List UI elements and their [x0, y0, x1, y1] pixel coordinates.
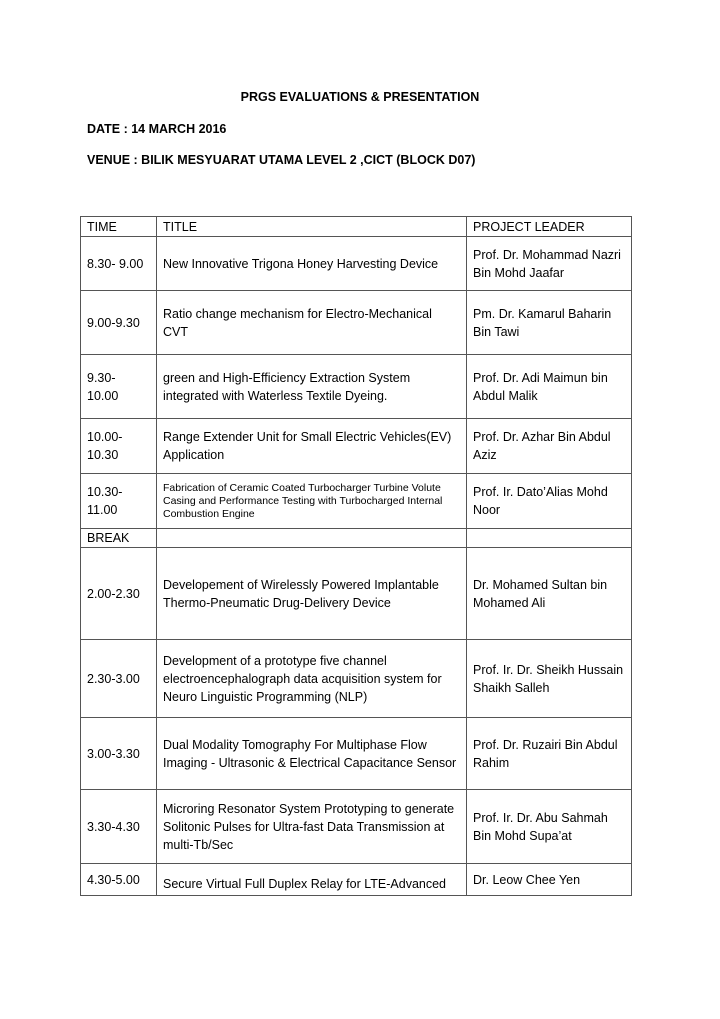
table-row — [81, 864, 632, 896]
row-time: 10.30- 11.00 — [81, 474, 157, 529]
row-title: Development of a prototype five channel electroencephalograph data acquisition system for Neuro Linguistic Programming (NLP) — [157, 640, 467, 718]
row-title-text: Fabrication of Ceramic Coated Turbocharger Turbine Volute Casing and Performance Testing with Turbocharged Internal Combustion Engine — [163, 481, 443, 520]
row-leader — [467, 529, 632, 548]
table-row — [81, 291, 632, 355]
row-time: 3.00-3.30 — [81, 718, 157, 790]
row-leader: Dr. Mohamed Sultan bin Mohamed Ali — [467, 548, 632, 640]
row-leader: Dr. Leow Chee Yen — [467, 864, 632, 896]
event-date: DATE : 14 MARCH 2016 — [87, 122, 227, 136]
table-header-row — [81, 217, 632, 237]
row-time: 10.00- 10.30 — [81, 419, 157, 474]
row-title: Ratio change mechanism for Electro-Mechanical CVT — [157, 291, 467, 355]
row-time: 9.00-9.30 — [81, 291, 157, 355]
table-row — [81, 718, 632, 790]
row-leader: Prof. Dr. Azhar Bin Abdul Aziz — [467, 419, 632, 474]
row-title: Developement of Wirelessly Powered Implantable Thermo-Pneumatic Drug-Delivery Device — [157, 548, 467, 640]
event-venue: VENUE : BILIK MESYUARAT UTAMA LEVEL 2 ,CICT (BLOCK D07) — [87, 153, 476, 167]
column-header-title: TITLE — [157, 217, 467, 237]
row-leader: Prof. Ir. Dr. Sheikh Hussain Shaikh Salleh — [467, 640, 632, 718]
row-time: 2.30-3.00 — [81, 640, 157, 718]
row-leader: Prof. Dr. Mohammad Nazri Bin Mohd Jaafar — [467, 237, 632, 291]
row-leader: Prof. Dr. Adi Maimun bin Abdul Malik — [467, 355, 632, 419]
row-leader: Prof. Ir. Dr. Abu Sahmah Bin Mohd Supa’at — [467, 790, 632, 864]
column-header-project-leader: PROJECT LEADER — [467, 217, 632, 237]
schedule-table — [80, 216, 632, 896]
table-row — [81, 419, 632, 474]
table-row — [81, 474, 632, 529]
table-row — [81, 355, 632, 419]
page-title: PRGS EVALUATIONS & PRESENTATION — [240, 90, 480, 104]
row-title: Range Extender Unit for Small Electric Vehicles(EV) Application — [157, 419, 467, 474]
table-row — [81, 640, 632, 718]
row-time: 2.00-2.30 — [81, 548, 157, 640]
row-time: 8.30- 9.00 — [81, 237, 157, 291]
row-title — [157, 529, 467, 548]
row-leader: Prof. Ir. Dato’Alias Mohd Noor — [467, 474, 632, 529]
column-header-time: TIME — [81, 217, 157, 237]
row-title: New Innovative Trigona Honey Harvesting Device — [157, 237, 467, 291]
row-time: BREAK — [81, 529, 157, 548]
row-title: Dual Modality Tomography For Multiphase Flow Imaging - Ultrasonic & Electrical Capacitance Sensor — [157, 718, 467, 790]
row-time: 4.30-5.00 — [81, 864, 157, 896]
row-title: Microring Resonator System Prototyping to generate Solitonic Pulses for Ultra-fast Data Transmission at multi-Tb/Sec — [157, 790, 467, 864]
table-row — [81, 790, 632, 864]
table-row — [81, 548, 632, 640]
row-leader: Pm. Dr. Kamarul Baharin Bin Tawi — [467, 291, 632, 355]
row-title: green and High-Efficiency Extraction System integrated with Waterless Textile Dyeing. — [157, 355, 467, 419]
row-time: 9.30- 10.00 — [81, 355, 157, 419]
break-row — [81, 529, 632, 548]
row-title — [157, 474, 467, 529]
row-time: 3.30-4.30 — [81, 790, 157, 864]
row-title: Secure Virtual Full Duplex Relay for LTE-Advanced — [157, 864, 467, 896]
table-row — [81, 237, 632, 291]
row-leader: Prof. Dr. Ruzairi Bin Abdul Rahim — [467, 718, 632, 790]
